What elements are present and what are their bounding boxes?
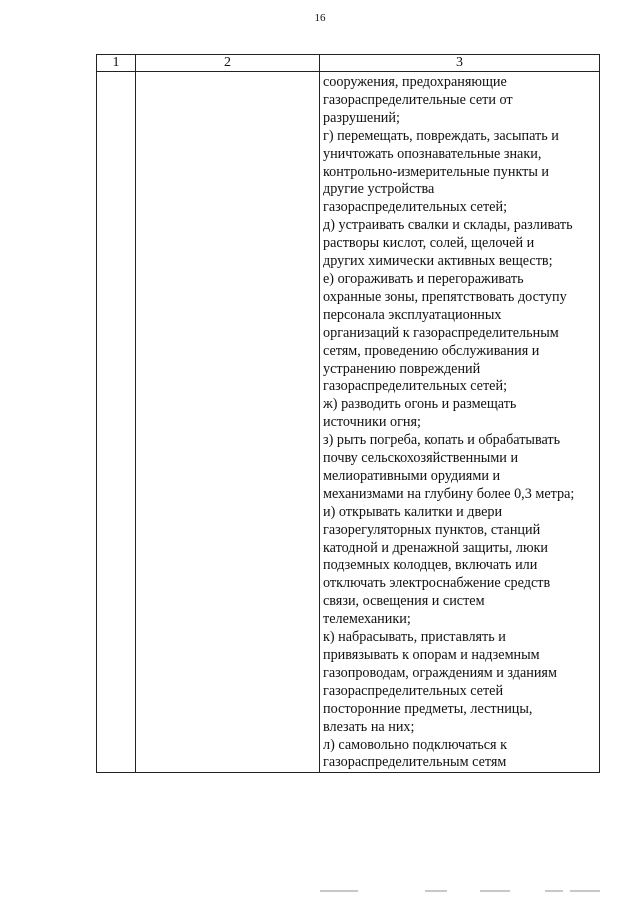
text-line: газораспределительные сети от xyxy=(323,91,513,108)
table-body-row xyxy=(97,72,600,773)
scan-artifact-marks xyxy=(320,890,620,894)
text-line: з) рыть погреба, копать и обрабатывать xyxy=(323,432,561,449)
text-line: е) огораживать и перегораживать xyxy=(323,270,524,287)
text-line: персонала эксплуатационных xyxy=(323,306,502,323)
text-line: газораспределительных сетей xyxy=(323,682,504,699)
text-line: почву сельскохозяйственными и xyxy=(323,450,519,467)
text-line: л) самовольно подключаться к xyxy=(323,736,508,753)
text-line: уничтожать опознавательные знаки, xyxy=(323,145,542,162)
text-line: разрушений; xyxy=(323,109,400,126)
text-line: источники огня; xyxy=(323,414,421,431)
text-line: и) открывать калитки и двери xyxy=(323,503,503,520)
text-line: подземных колодцев, включать или xyxy=(323,557,538,574)
text-line: катодной и дренажной защиты, люки xyxy=(323,539,549,556)
table-header-row xyxy=(97,55,600,72)
text-line: другие устройства xyxy=(323,181,435,198)
column-3-cell xyxy=(320,72,600,773)
text-line: связи, освещения и систем xyxy=(323,593,485,610)
document-table xyxy=(96,54,600,773)
text-line: телемеханики; xyxy=(323,611,411,628)
text-line: г) перемещать, повреждать, засыпать и xyxy=(323,127,559,144)
text-line: посторонние предметы, лестницы, xyxy=(323,700,533,717)
column-header-1: 1 xyxy=(97,55,136,72)
text-line: д) устраивать свалки и склады, разливать xyxy=(323,217,573,234)
text-line: привязывать к опорам и надземным xyxy=(323,647,540,663)
text-line: газораспределительных сетей; xyxy=(323,378,508,395)
text-line: растворы кислот, солей, щелочей и xyxy=(323,235,535,252)
text-line: газораспределительных сетей; xyxy=(323,199,508,216)
column-header-2: 2 xyxy=(136,55,320,72)
text-line: к) набрасывать, приставлять и xyxy=(323,629,506,646)
text-line: охранные зоны, препятствовать доступу xyxy=(323,288,567,305)
prohibitions-text xyxy=(320,72,599,772)
text-line: контрольно-измерительные пункты и xyxy=(323,163,550,180)
text-line: сооружения, предохраняющие xyxy=(323,74,507,90)
text-line: влезать на них; xyxy=(323,718,415,735)
text-line: газорегуляторных пунктов, станций xyxy=(323,521,541,538)
text-line: ж) разводить огонь и размещать xyxy=(323,396,517,413)
text-line: отключать электроснабжение средств xyxy=(323,575,551,592)
text-line: устранению повреждений xyxy=(323,360,481,377)
page-number: 16 xyxy=(314,12,326,24)
text-line: газораспределительным сетям xyxy=(323,754,507,771)
text-line: механизмами на глубину более 0,3 метра; xyxy=(323,485,575,502)
column-2-cell xyxy=(136,72,320,773)
column-1-cell xyxy=(97,72,136,773)
text-line: организаций к газораспределительным xyxy=(323,324,559,341)
text-line: газопроводам, ограждениям и зданиям xyxy=(323,664,557,681)
column-header-3: 3 xyxy=(320,55,600,72)
text-line: других химически активных веществ; xyxy=(323,253,553,270)
text-line: сетям, проведению обслуживания и xyxy=(323,342,540,359)
text-line: мелиоративными орудиями и xyxy=(323,467,501,484)
